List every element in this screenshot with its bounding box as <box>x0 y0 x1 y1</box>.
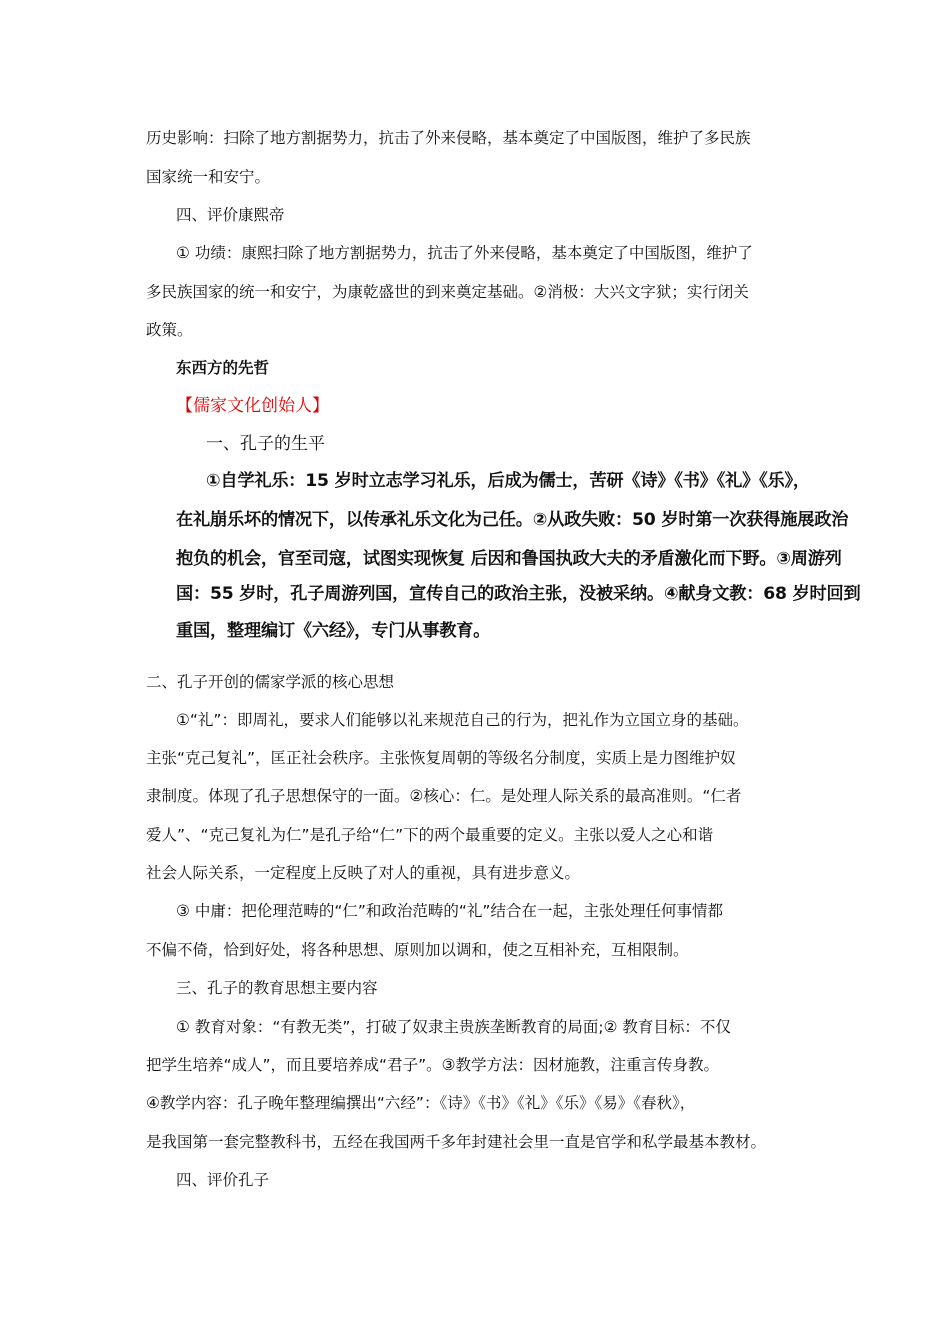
bio-line: ①自学礼乐：15 岁时立志学习礼乐，后成为儒士，苦研《诗》《书》《礼》《乐》， <box>206 471 810 491</box>
section-heading: 四、评价康熙帝 <box>176 206 285 224</box>
section-heading: 四、评价孔子 <box>176 1171 270 1189</box>
bio-line: 国：55 岁时，孔子周游列国，宣传自己的政治主张，没被采纳。④献身文教：68 岁时回到 <box>176 584 861 604</box>
paragraph-line: ④教学内容：孔子晚年整理编撰出“六经”：《诗》《书》《礼》《乐》《易》《春秋》， <box>146 1094 696 1112</box>
paragraph-line: 爱人”、“克己复礼为仁”是孔子给“仁”下的两个最重要的定义。主张以爱人之心和谐 <box>146 826 714 844</box>
section-heading: 一、孔子的生平 <box>206 434 325 454</box>
paragraph-line: ① 功绩：康熙扫除了地方割据势力，抗击了外来侵略，基本奠定了中国版图，维护了 <box>176 244 753 262</box>
section-heading: 二、孔子开创的儒家学派的核心思想 <box>146 673 395 691</box>
paragraph-line: 把学生培养“成人”，而且要培养成“君子”。③教学方法：因材施教，注重言传身教。 <box>146 1056 720 1074</box>
paragraph-line: ③ 中庸：把伦理范畴的“仁”和政治范畴的“礼”结合在一起，主张处理任何事情都 <box>176 902 723 920</box>
paragraph-line: 是我国第一套完整教科书，五经在我国两千多年封建社会里一直是官学和私学最基本教材。 <box>146 1133 767 1151</box>
bio-line: 重国，整理编订《六经》，专门从事教育。 <box>176 621 491 641</box>
paragraph-line: 政策。 <box>146 321 193 339</box>
bio-line: 抱负的机会，官至司寇，试图实现恢复 后因和鲁国执政大夫的矛盾激化而下野。③周游列 <box>176 549 842 569</box>
paragraph-line: 国家统一和安宁。 <box>146 168 271 186</box>
paragraph-line: ①“礼”：即周礼，要求人们能够以礼来规范自己的行为，把礼作为立国立身的基础。 <box>176 711 749 729</box>
paragraph-line: 多民族国家的统一和安宁，为康乾盛世的到来奠定基础。②消极：大兴文字狱；实行闭关 <box>146 283 749 301</box>
section-heading: 三、孔子的教育思想主要内容 <box>176 979 378 997</box>
paragraph-line: 不偏不倚，恰到好处，将各种思想、原则加以调和，使之互相补充，互相限制。 <box>146 941 689 959</box>
chapter-title: 东西方的先哲 <box>176 359 270 377</box>
paragraph-line: 历史影响：扫除了地方割据势力，抗击了外来侵略，基本奠定了中国版图，维护了多民族 <box>146 129 751 147</box>
topic-heading: 【儒家文化创始人】 <box>176 396 329 416</box>
paragraph-line: ① 教育对象：“有教无类”，打破了奴隶主贵族垄断教育的局面;② 教育目标：不仅 <box>176 1018 731 1036</box>
paragraph-line: 主张“克己复礼”，匡正社会秩序。主张恢复周朝的等级名分制度，实质上是力图维护奴 <box>146 749 736 767</box>
bio-line: 在礼崩乐坏的情况下，以传承礼乐文化为己任。②从政失败：50 岁时第一次获得施展政治 <box>176 510 849 530</box>
paragraph-line: 社会人际关系，一定程度上反映了对人的重视，具有进步意义。 <box>146 864 581 882</box>
paragraph-line: 隶制度。体现了孔子思想保守的一面。②核心：仁。是处理人际关系的最高准则。“仁者 <box>146 787 742 805</box>
